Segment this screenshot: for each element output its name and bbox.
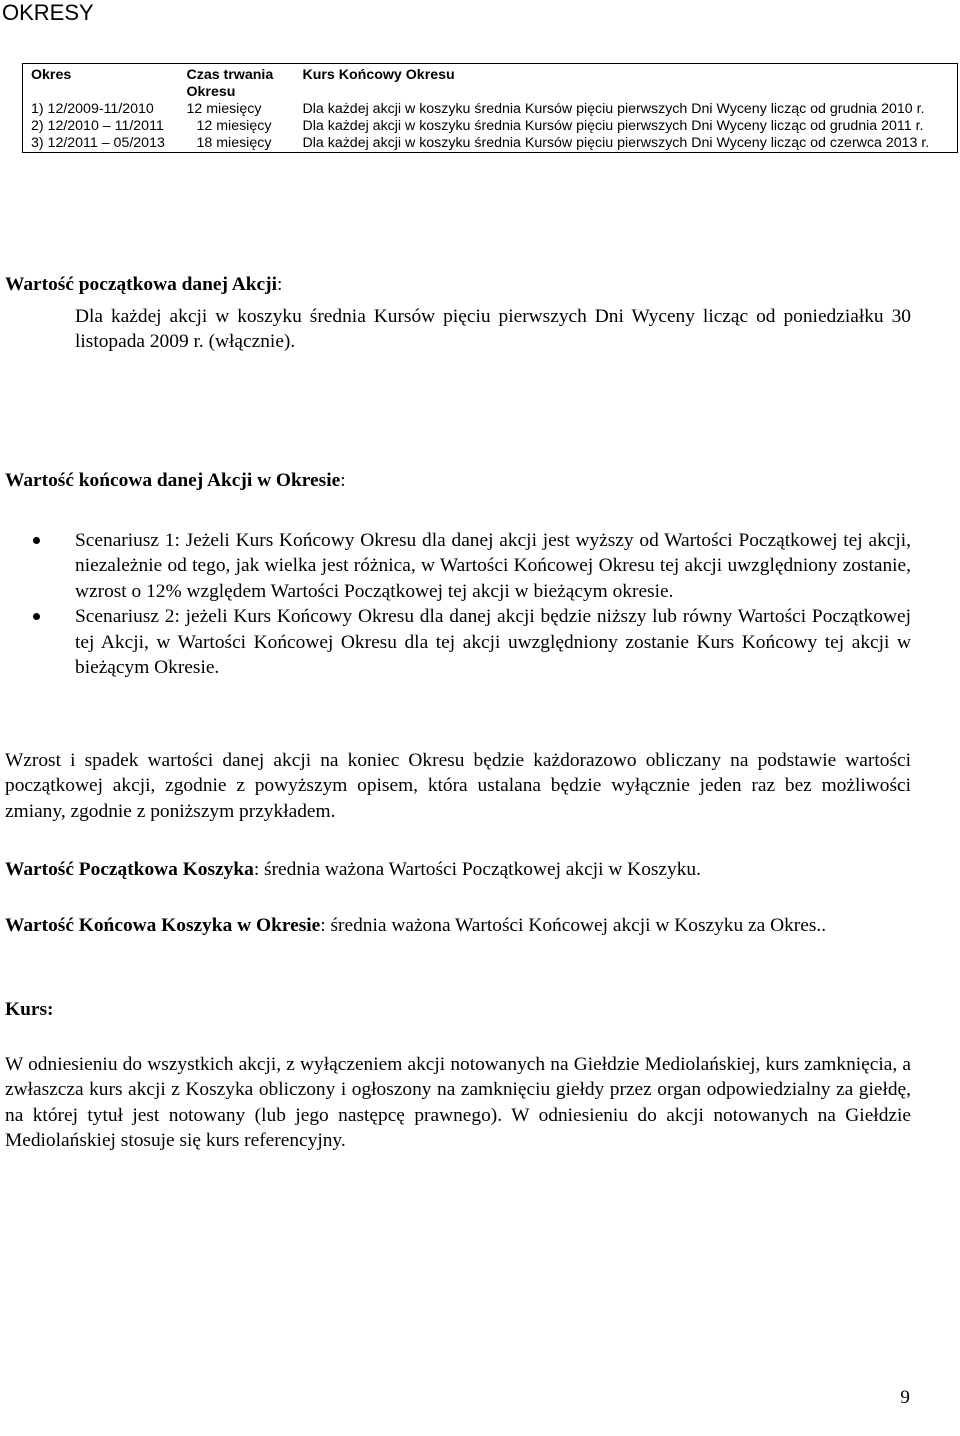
table-cell-kurs: Dla każdej akcji w koszyku średnia Kursów pięciu pierwszych Dni Wyceny licząc od grudnia 2011 r. — [302, 118, 924, 134]
page-number: 9 — [900, 1387, 910, 1408]
basket-final-paragraph — [5, 913, 911, 938]
basket-final-label: Wartość Końcowa Koszyka w Okresie — [5, 915, 321, 936]
initial-value-text: Dla każdej akcji w koszyku średnia Kursów pięciu pierwszych Dni Wyceny licząc od poniedziałku 30 listopada 2009 r. (włącznie). — [75, 306, 911, 353]
list-item — [0, 528, 911, 604]
table-cell-kurs: Dla każdej akcji w koszyku średnia Kursów pięciu pierwszych Dni Wyceny licząc od grudnia 2010 r. — [302, 101, 925, 117]
table-cell-okres: 3) 12/2011 – 05/2013 — [31, 135, 165, 151]
initial-value-heading — [5, 272, 911, 297]
list-item — [0, 604, 911, 680]
table-cell-okres: 2) 12/2010 – 11/2011 — [31, 118, 164, 134]
final-value-colon: : — [340, 470, 346, 491]
final-value-label: Wartość końcowa danej Akcji w Okresie — [5, 470, 341, 491]
kurs-paragraph: W odniesieniu do wszystkich akcji, z wyłączeniem akcji notowanych na Giełdzie Mediolańskiej, kurs zamknięcia, a zwłaszcza kurs akcji z Koszyka obliczony i ogłoszony na zamknięciu giełdy przez organ odpowiedzialny za giełdę, na której tytuł jest notowany (lub jego następcę prawnego). W odniesieniu do akcji notowanych na Giełdzie Mediolańskiej stosuje się kurs referencyjny. — [5, 1054, 911, 1152]
initial-value-label: Wartość początkowa danej Akcji — [5, 274, 277, 295]
table-cell-czas: 18 miesięcy — [196, 135, 272, 151]
bullet-icon — [33, 537, 40, 544]
kurs-heading: Kurs: — [5, 999, 54, 1020]
final-value-heading — [5, 468, 911, 493]
basket-initial-label: Wartość Początkowa Koszyka — [5, 859, 254, 880]
scenario-2-text: Scenariusz 2: jeżeli Kurs Końcowy Okresu dla danej akcji będzie niższy lub równy Wartości Początkowej tej Akcji, w Wartości Końcowej Okresu dla tej akcji uwzględniony zostanie Kurs Końcowy tej akcji w bieżącym Okresie. — [75, 606, 911, 679]
table-cell-kurs: Dla każdej akcji w koszyku średnia Kursów pięciu pierwszych Dni Wyceny licząc od czerwca 2013 r. — [302, 135, 930, 151]
table-row — [23, 101, 958, 118]
bullet-icon — [33, 613, 40, 620]
basket-initial-paragraph — [5, 857, 911, 882]
table-cell-czas: 12 miesięcy — [186, 101, 262, 117]
scenario-1-text: Scenariusz 1: Jeżeli Kurs Końcowy Okresu dla danej akcji jest wyższy od Wartości Początkowej tej akcji, niezależnie od tego, jak wielka jest różnica, w Wartości Końcowej Okresu tej akcji uwzględniony zostanie, wzrost o 12% względem Wartości Początkowej tej akcji w bieżącym okresie. — [75, 530, 911, 602]
table-cell-okres: 1) 12/2009-11/2010 — [31, 101, 154, 117]
growth-paragraph: Wzrost i spadek wartości danej akcji na koniec Okresu będzie każdorazowo obliczany na podstawie wartości początkowej akcji, zgodnie z powyższym opisem, która ustalana będzie wyłącznie jeden raz bez możliwości zmiany, zgodnie z poniższym przykładem. — [5, 750, 911, 822]
periods-table — [22, 63, 958, 153]
table-row — [23, 135, 958, 153]
table-cell-czas: 12 miesięcy — [196, 118, 272, 134]
table-header-kurs: Kurs Końcowy Okresu — [302, 67, 455, 83]
table-header-czas: Czas trwania Okresu — [186, 67, 274, 100]
scenario-list — [0, 528, 911, 680]
table-row — [23, 118, 958, 135]
table-header-okres: Okres — [31, 67, 72, 83]
table-header-row — [23, 64, 958, 102]
basket-initial-text: : średnia ważona Wartości Początkowej akcji w Koszyku. — [253, 859, 701, 880]
page-heading: OKRESY — [2, 0, 94, 25]
initial-value-colon: : — [277, 274, 283, 295]
basket-final-text: : średnia ważona Wartości Końcowej akcji w Koszyku za Okres.. — [320, 915, 827, 936]
